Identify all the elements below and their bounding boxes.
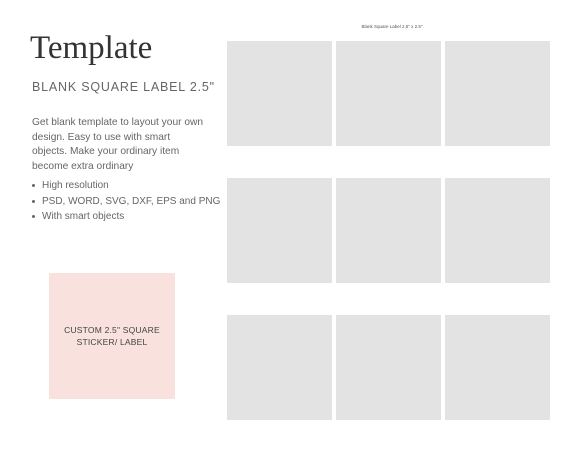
blank-label-r1-c2 xyxy=(336,41,441,146)
sheet-caption: Blank Square Label 2.5" x 2.5" xyxy=(361,24,423,29)
description-text: Get blank template to layout your own design. Easy to use with smart objects. Make your ordinary item become extra ordinary xyxy=(32,117,204,172)
feature-list xyxy=(32,178,220,225)
blank-label-r1-c3 xyxy=(445,41,550,146)
feature-item: With smart objects xyxy=(32,209,220,225)
sticker-preview xyxy=(49,273,175,399)
feature-item: PSD, WORD, SVG, DXF, EPS and PNG xyxy=(32,194,220,210)
page-title: Template xyxy=(30,30,153,66)
page-subtitle: BLANK SQUARE LABEL 2.5" xyxy=(32,80,215,94)
blank-label-r1-c1 xyxy=(227,41,332,146)
blank-label-r2-c1 xyxy=(227,178,332,283)
feature-item: High resolution xyxy=(32,178,220,194)
sticker-label: CUSTOM 2.5" SQUARE STICKER/ LABEL xyxy=(64,325,160,347)
blank-label-r3-c2 xyxy=(336,315,441,420)
blank-label-r3-c1 xyxy=(227,315,332,420)
blank-label-r2-c3 xyxy=(445,178,550,283)
blank-label-r2-c2 xyxy=(336,178,441,283)
blank-label-r3-c3 xyxy=(445,315,550,420)
